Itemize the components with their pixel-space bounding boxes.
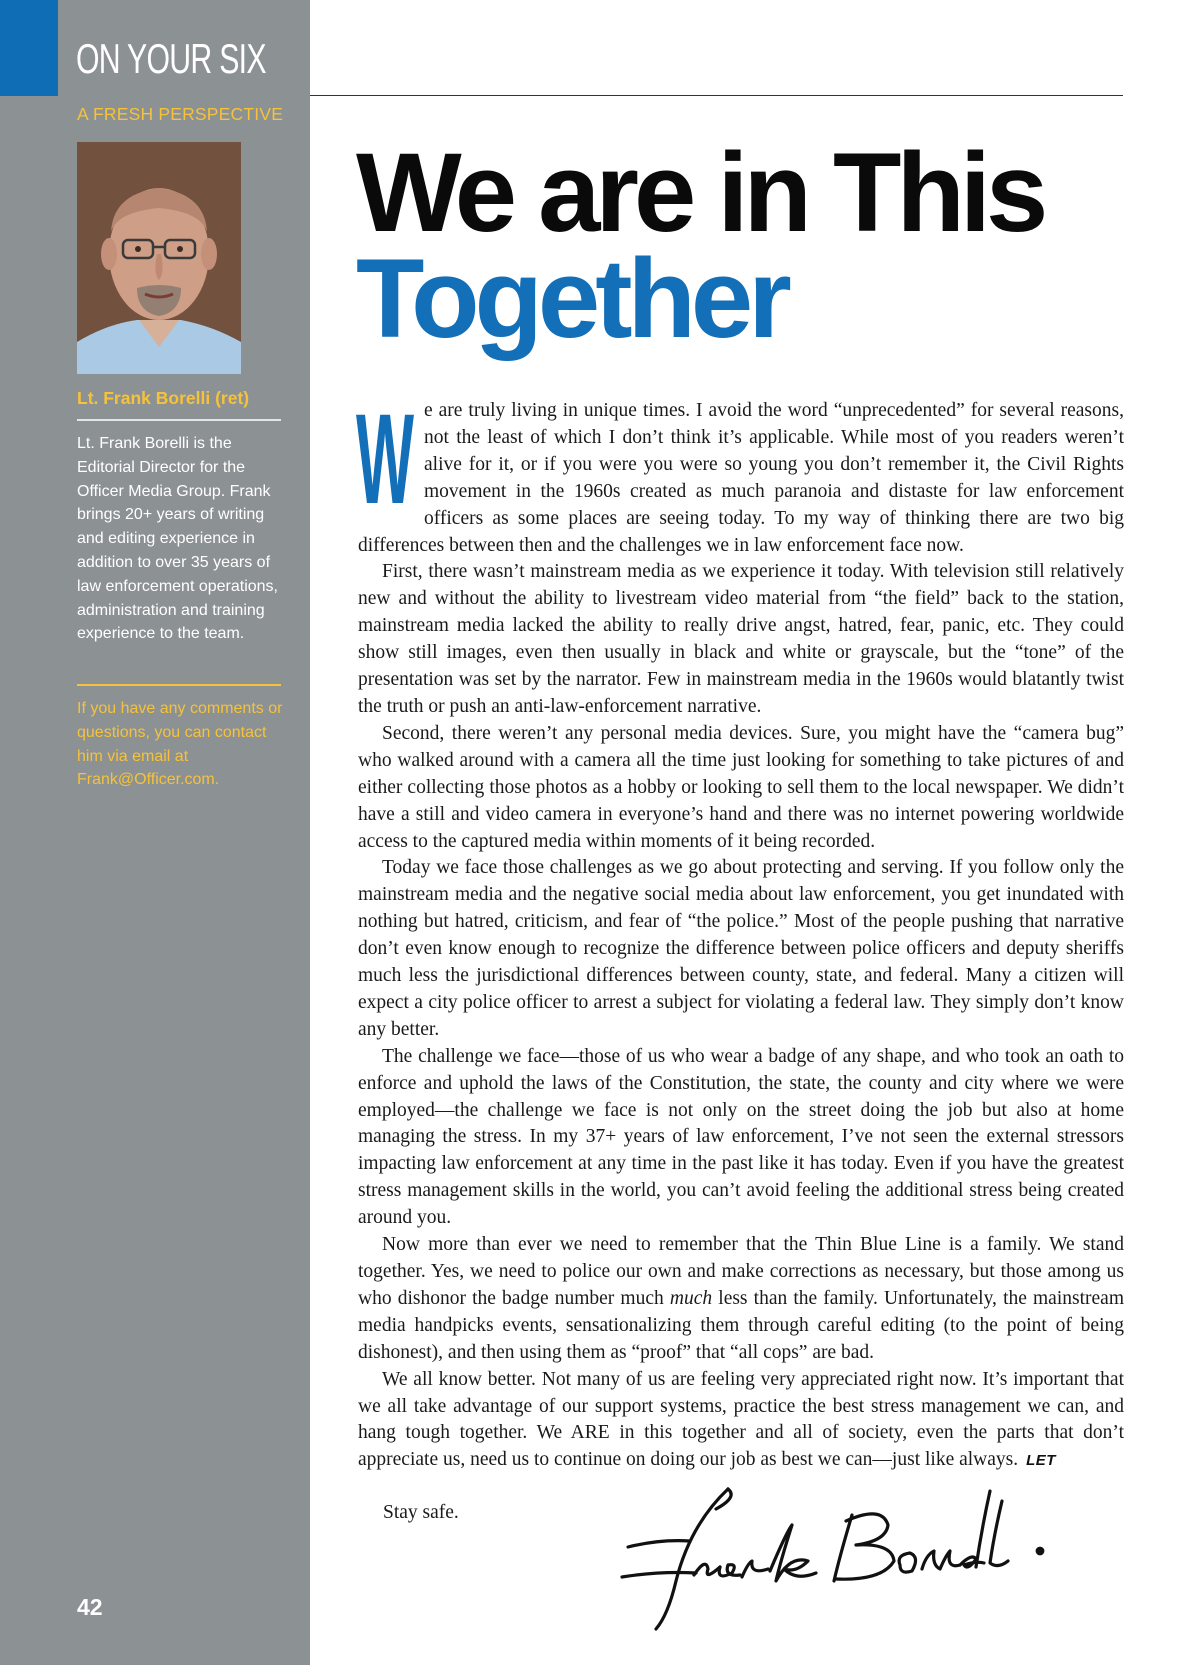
section-title: ON YOUR SIX	[76, 35, 266, 82]
signoff: Stay safe.	[383, 1502, 459, 1523]
header-divider	[310, 95, 1123, 96]
article-paragraph-1: We are truly living in unique times. I avoid the word “unprecedented” for several reasons, not the least of which I don’t think it’s applicable. While most of you readers weren’t alive for it, or if you were you were so young you don’t remember it, the Civil Rights movement in the 1960s created as much paranoia and distaste for law enforcement officers as some places are seeing today. To my way of thinking there are two big differences between then and the challenges we in law enforcement face now.	[356, 388, 1124, 556]
article-body	[356, 388, 1124, 1475]
headline-line-1: We are in This	[356, 130, 1044, 255]
bio-divider	[77, 419, 281, 421]
article-paragraph-5: The challenge we face—those of us who wear a badge of any shape, and who took an oath to enforce and uphold the laws of the Constitution, the state, the county and city where we were employed—the challenge we face is not only on the street doing the job but also at home managing the stress. In my 37+ years of law enforcement, I’ve not seen the external stressors impacting law enforcement at any time in the past like it has today. Even if you have the greatest stress management skills in the world, you can’t avoid feeling the additional stress being created around you.	[358, 1045, 1124, 1229]
page-number: 42	[77, 1594, 103, 1620]
section-color-tab	[0, 0, 58, 96]
emphasis: much	[669, 1287, 713, 1309]
article-paragraph-4: Today we face those challenges as we go about protecting and serving. If you follow only the mainstream media and the negative social media about law enforcement, you get inundated with nothing but hatred, criticism, and fear of “the police.” Most of the people pushing that narrative don’t even know enough to recognize the difference between police officers and deputy sheriffs much less the jurisdictional differences between county, state, and federal. Many a citizen will expect a city police officer to arrest a subject for violating a federal law. They simply don’t know any better.	[358, 857, 1124, 1040]
author-bio: Lt. Frank Borelli is the Editorial Director for the Officer Media Group. Frank brings 20+ years of writing and editing experience in addition to over 35 years of law enforcement operations, administration and training experience to the team.	[77, 435, 278, 643]
article-paragraph-2: First, there wasn’t mainstream media as we experience it today. With television still relatively new and without the ability to livestream video material from “the field” back to the station, mainstream media lacked the ability to really drive angst, hatred, fear, panic, etc. They could show still images, even then usually in black and white or grayscale, but the “tone” of the presentation was set by the narrator. Few in mainstream media in the 1960s would blatantly twist the truth or push an anti-law-enforcement narrative.	[358, 561, 1124, 717]
section-subtitle: A FRESH PERSPECTIVE	[77, 104, 284, 124]
article-paragraph-7: We all know better. Not many of us are feeling very appreciated right now. It’s important that we all take advantage of our support systems, practice the best stress management we can, and hang tough together. We ARE in this together and all of society, even the parts that don’t appreciate us, need us to continue on doing our job as best we can—just like always. LET	[358, 1368, 1124, 1471]
end-mark-logo: LET	[1026, 1452, 1056, 1470]
contact-divider	[77, 684, 281, 686]
article-paragraph-3: Second, there weren’t any personal media devices. Sure, you might have the “camera bug” who walked around with a camera all the time just looking for something to take pictures of and either collecting those photos as a hobby or looking to sell them to the local newspaper. We didn’t have a still and video camera in everyone’s hand and there was no internet powering worldwide access to the captured media within moments of it being recorded.	[358, 722, 1124, 852]
article-paragraph-6: Now more than ever we need to remember that the Thin Blue Line is a family. We stand together. Yes, we need to police our own and make corrections as necessary, but those among us who dishonor the badge number much much less than the family. Unfortunately, the mainstream media handpicks events, sensationalizing them through careful editing (to the point of being dishonest), and then using them as “proof” that “all cops” are bad.	[358, 1234, 1124, 1363]
author-name: Lt. Frank Borelli (ret)	[77, 388, 250, 408]
signature	[620, 1485, 1060, 1635]
headline	[356, 130, 1044, 361]
headline-line-2: Together	[356, 236, 787, 361]
drop-cap: W	[356, 388, 414, 531]
author-photo	[77, 142, 241, 374]
author-contact: If you have any comments or questions, you can contact him via email at Frank@Officer.com.	[77, 700, 283, 789]
portrait-illustration	[77, 142, 241, 374]
